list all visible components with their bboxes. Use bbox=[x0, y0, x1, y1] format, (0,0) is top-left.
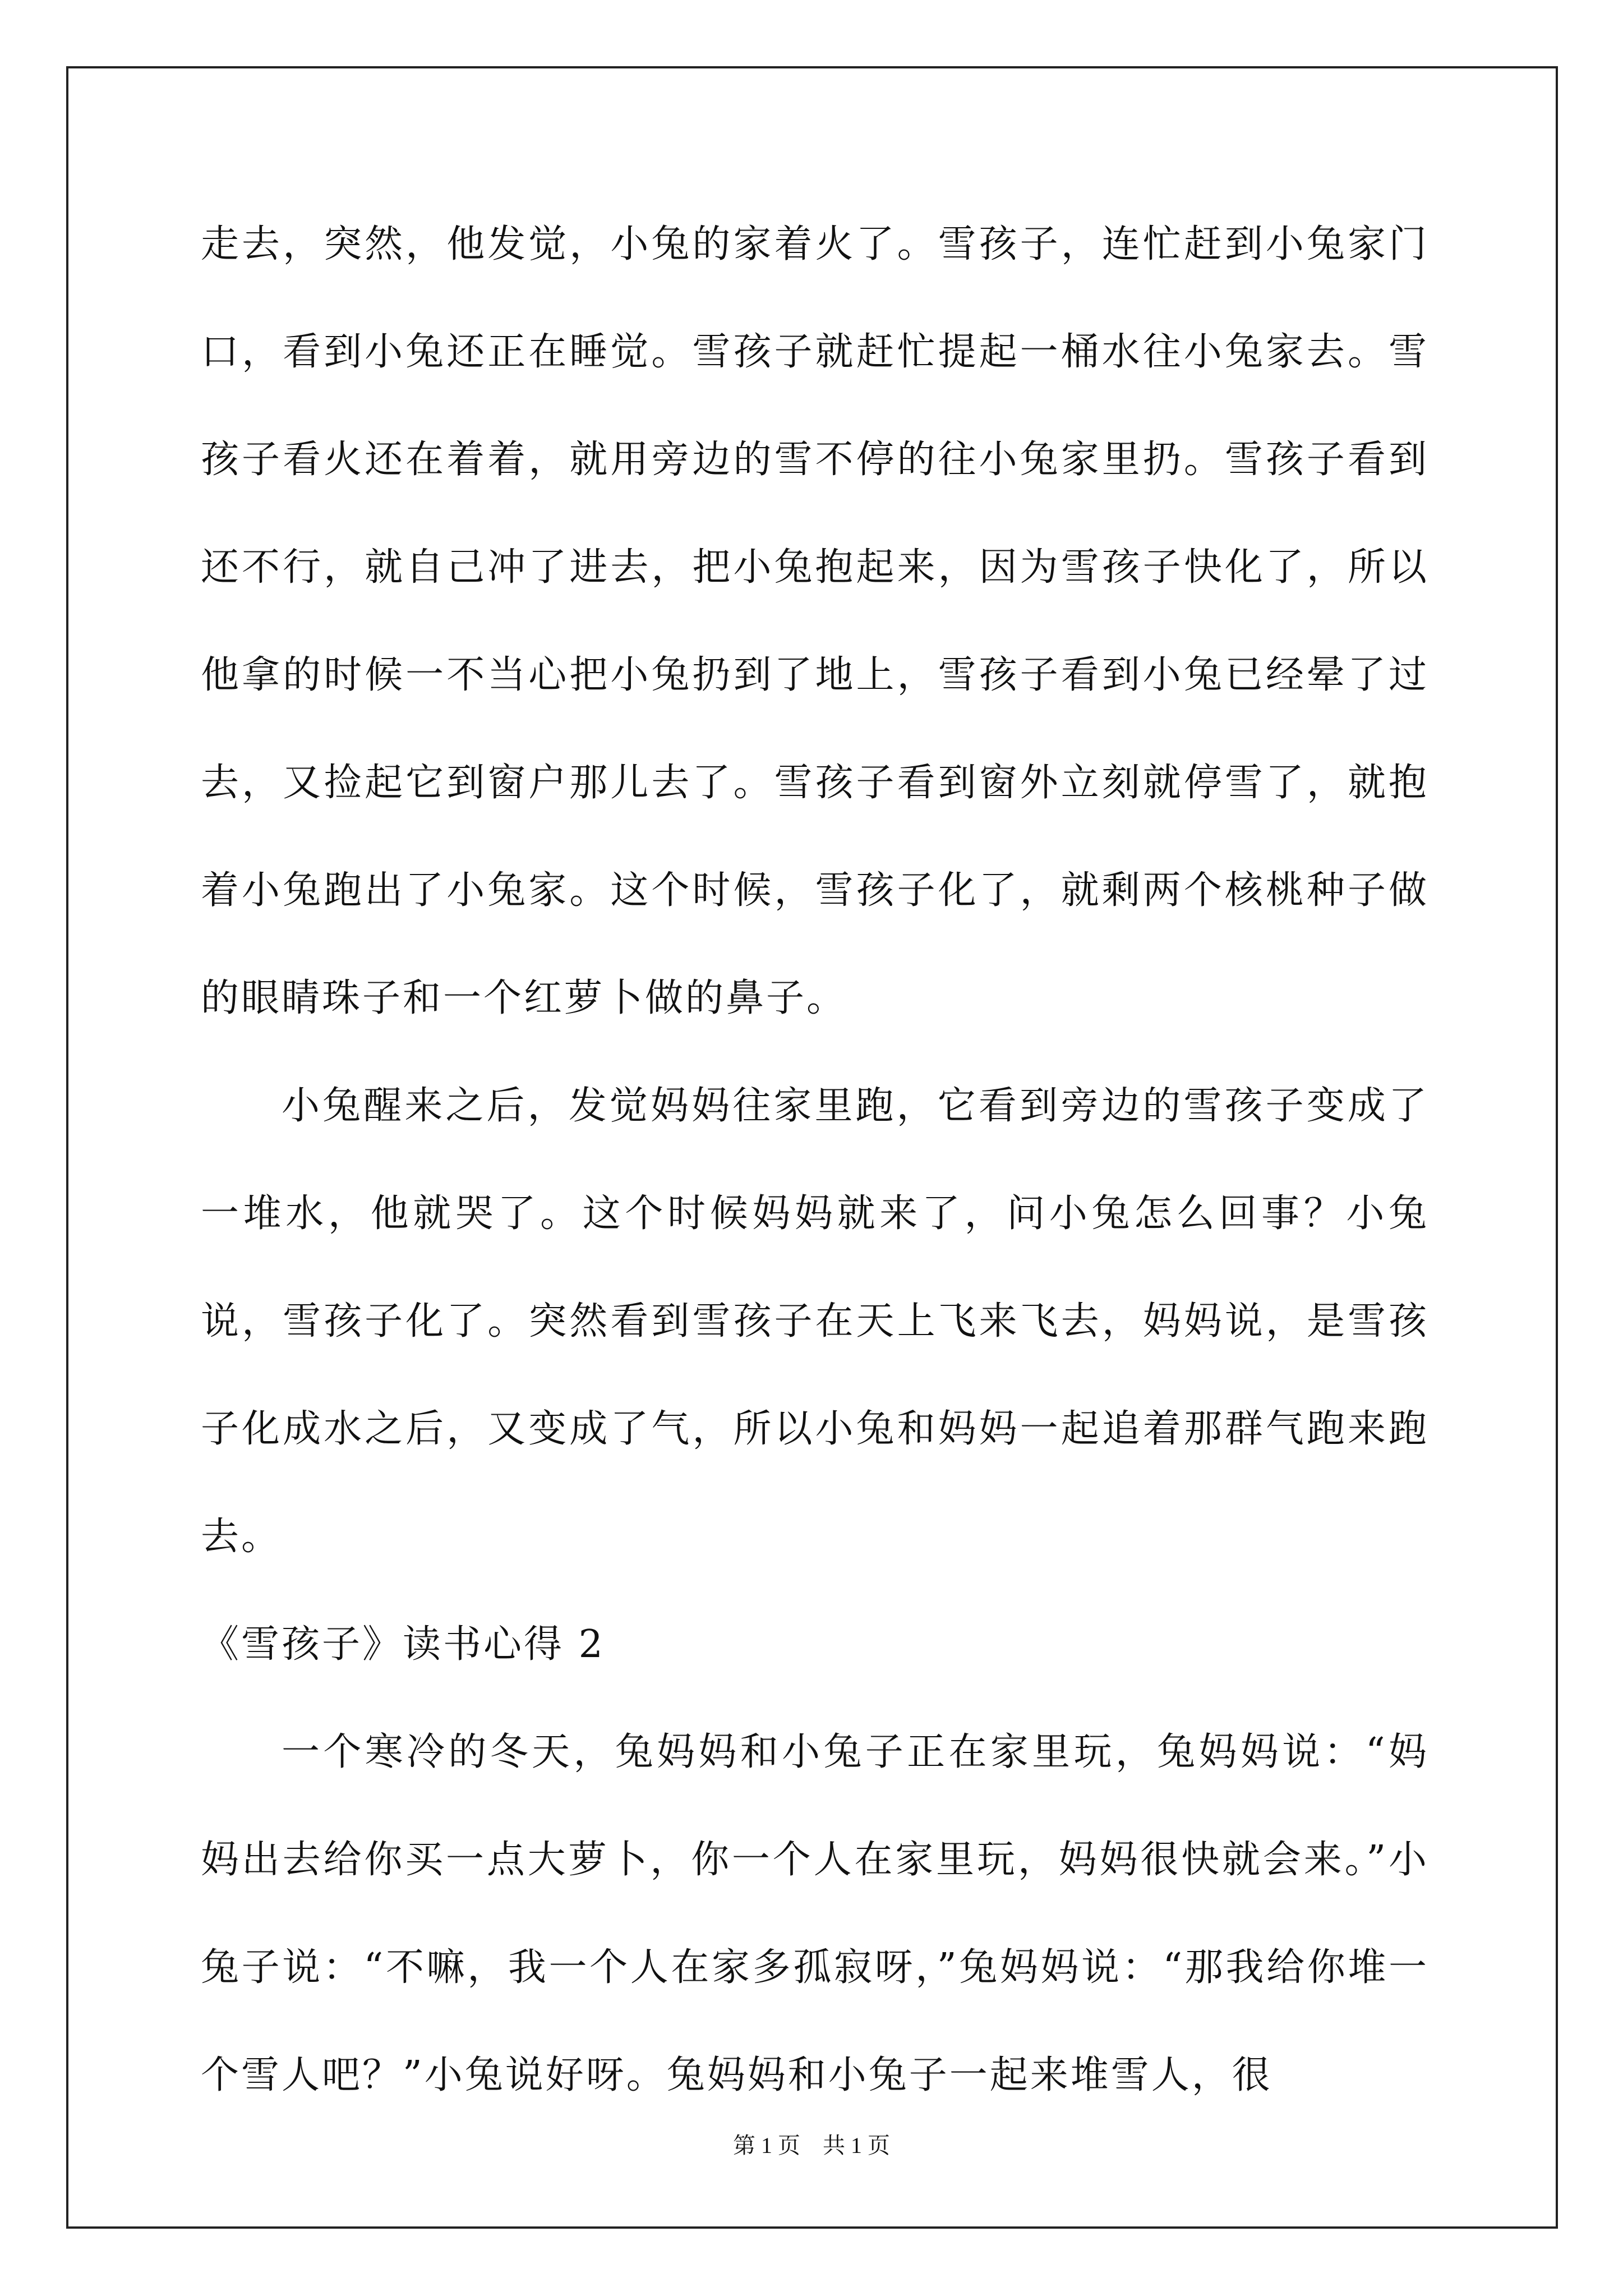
paragraph-1: 走去，突然，他发觉，小兔的家着火了。雪孩子，连忙赶到小兔家门口，看到小兔还正在睡觉。雪孩子就赶忙提起一桶水往小兔家去。雪孩子看火还在着着，就用旁边的雪不停的往小兔家里扔。雪孩子看到还不行，就自己冲了进去，把小兔抱起来，因为雪孩子快化了，所以他拿的时候一不当心把小兔扔到了地上，雪孩子看到小兔已经晕了过去，又捡起它到窗户那儿去了。雪孩子看到窗外立刻就停雪了，就抱着小兔跑出了小兔家。这个时候，雪孩子化了，就剩两个核桃种子做的眼睛珠子和一个红萝卜做的鼻子。 bbox=[201, 222, 1429, 1020]
document-body bbox=[201, 191, 1429, 2129]
section-heading: 《雪孩子》读书心得 2 bbox=[201, 1622, 605, 1667]
paragraph-2: 小兔醒来之后，发觉妈妈往家里跑，它看到旁边的雪孩子变成了一堆水，他就哭了。这个时候妈妈就来了，问小兔怎么回事？小兔说，雪孩子化了。突然看到雪孩子在天上飞来飞去，妈妈说，是雪孩子化成水之后，又变成了气，所以小兔和妈妈一起追着那群气跑来跑去。 bbox=[201, 1084, 1429, 1559]
page-footer: 第 1 页 共 1 页 bbox=[733, 2133, 890, 2158]
paragraph-3: 一个寒冷的冬天，兔妈妈和小兔子正在家里玩，兔妈妈说：“妈妈出去给你买一点大萝卜，你一个人在家里玩，妈妈很快就会来。”小兔子说：“不嘛，我一个人在家多孤寂呀，”兔妈妈说：“那我给你堆一个雪人吧？”小兔说好呀。兔妈妈和小兔子一起来堆雪人，很 bbox=[201, 1730, 1429, 2097]
